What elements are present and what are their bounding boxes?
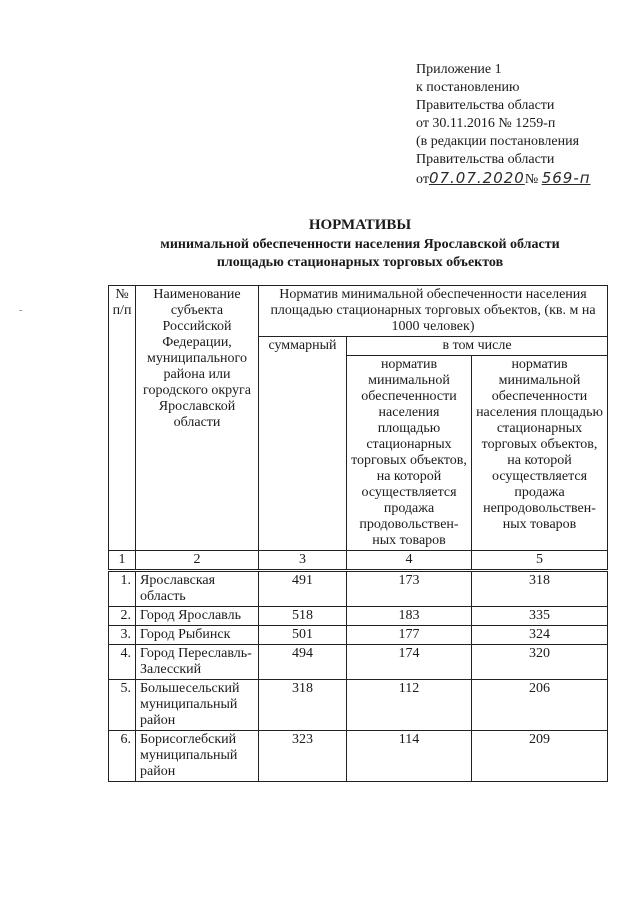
row-total: 318 bbox=[259, 680, 347, 731]
column-number: 4 bbox=[347, 551, 472, 571]
row-food: 112 bbox=[347, 680, 472, 731]
row-name: Город Ярославль bbox=[136, 607, 259, 626]
row-name: Город Переславль-Залесский bbox=[136, 645, 259, 680]
row-nonfood: 324 bbox=[472, 626, 608, 645]
row-num: 3. bbox=[109, 626, 136, 645]
row-food: 183 bbox=[347, 607, 472, 626]
row-nonfood: 320 bbox=[472, 645, 608, 680]
norms-table bbox=[108, 285, 608, 782]
from-prefix: от bbox=[416, 172, 429, 187]
header-name: Наименование субъекта Российской Федерации, муниципального района или городского округа Ярославской области bbox=[136, 286, 259, 551]
header-total: суммарный bbox=[259, 337, 347, 551]
row-num: 1. bbox=[109, 571, 136, 607]
row-total: 518 bbox=[259, 607, 347, 626]
column-number: 1 bbox=[109, 551, 136, 571]
header-row-1 bbox=[109, 286, 608, 337]
row-num: 4. bbox=[109, 645, 136, 680]
row-total: 494 bbox=[259, 645, 347, 680]
table-row bbox=[109, 645, 608, 680]
table-row bbox=[109, 571, 608, 607]
title-heading: НОРМАТИВЫ bbox=[308, 217, 412, 233]
row-name: Ярославская область bbox=[136, 571, 259, 607]
title-line-2: минимальной обеспеченности населения Ярославской области bbox=[160, 237, 560, 252]
row-food: 177 bbox=[347, 626, 472, 645]
column-number: 3 bbox=[259, 551, 347, 571]
row-food: 174 bbox=[347, 645, 472, 680]
table-row bbox=[109, 680, 608, 731]
row-food: 114 bbox=[347, 731, 472, 782]
row-name: Большесельский муниципальный район bbox=[136, 680, 259, 731]
header-including: в том числе bbox=[347, 337, 608, 356]
appendix-line: Приложение 1 bbox=[416, 62, 502, 77]
table-row bbox=[109, 607, 608, 626]
appendix-line: Правительства области bbox=[416, 98, 555, 113]
column-number: 2 bbox=[136, 551, 259, 571]
row-total: 323 bbox=[259, 731, 347, 782]
row-name: Борисоглебский муниципальный район bbox=[136, 731, 259, 782]
appendix-line: Правительства области bbox=[416, 152, 555, 167]
number-sign: № bbox=[524, 172, 539, 187]
row-food: 173 bbox=[347, 571, 472, 607]
row-total: 491 bbox=[259, 571, 347, 607]
appendix-date-line bbox=[416, 169, 626, 189]
document-title bbox=[100, 216, 620, 272]
header-food: норматив минимальной обеспеченности населения площадью стационарных торговых объектов, на которой осуществляется продажа продовольствен-ных товаров bbox=[347, 356, 472, 551]
appendix-line: к постановлению bbox=[416, 80, 520, 95]
row-nonfood: 209 bbox=[472, 731, 608, 782]
header-nonfood: норматив минимальной обеспеченности населения площадью стационарных торговых объектов, на которой осуществляется продажа непродовольствен-ных товаров bbox=[472, 356, 608, 551]
header-norm: Норматив минимальной обеспеченности населения площадью стационарных торговых объектов, (кв. м на 1000 человек) bbox=[259, 286, 608, 337]
handwritten-number: 569-п bbox=[541, 169, 591, 187]
column-number-row bbox=[109, 551, 608, 571]
row-nonfood: 318 bbox=[472, 571, 608, 607]
header-num: № п/п bbox=[109, 286, 136, 551]
row-total: 501 bbox=[259, 626, 347, 645]
row-num: 5. bbox=[109, 680, 136, 731]
appendix-line: от 30.11.2016 № 1259-п bbox=[416, 116, 556, 131]
row-num: 2. bbox=[109, 607, 136, 626]
row-num: 6. bbox=[109, 731, 136, 782]
column-number: 5 bbox=[472, 551, 608, 571]
row-nonfood: 206 bbox=[472, 680, 608, 731]
table-row bbox=[109, 731, 608, 782]
handwritten-date: 07.07.2020 bbox=[428, 169, 525, 187]
title-line-3: площадью стационарных торговых объектов bbox=[216, 255, 504, 270]
row-nonfood: 335 bbox=[472, 607, 608, 626]
appendix-line: (в редакции постановления bbox=[416, 134, 580, 149]
appendix-block bbox=[416, 61, 626, 189]
row-name: Город Рыбинск bbox=[136, 626, 259, 645]
margin-mark: - bbox=[19, 305, 23, 316]
table-row bbox=[109, 626, 608, 645]
